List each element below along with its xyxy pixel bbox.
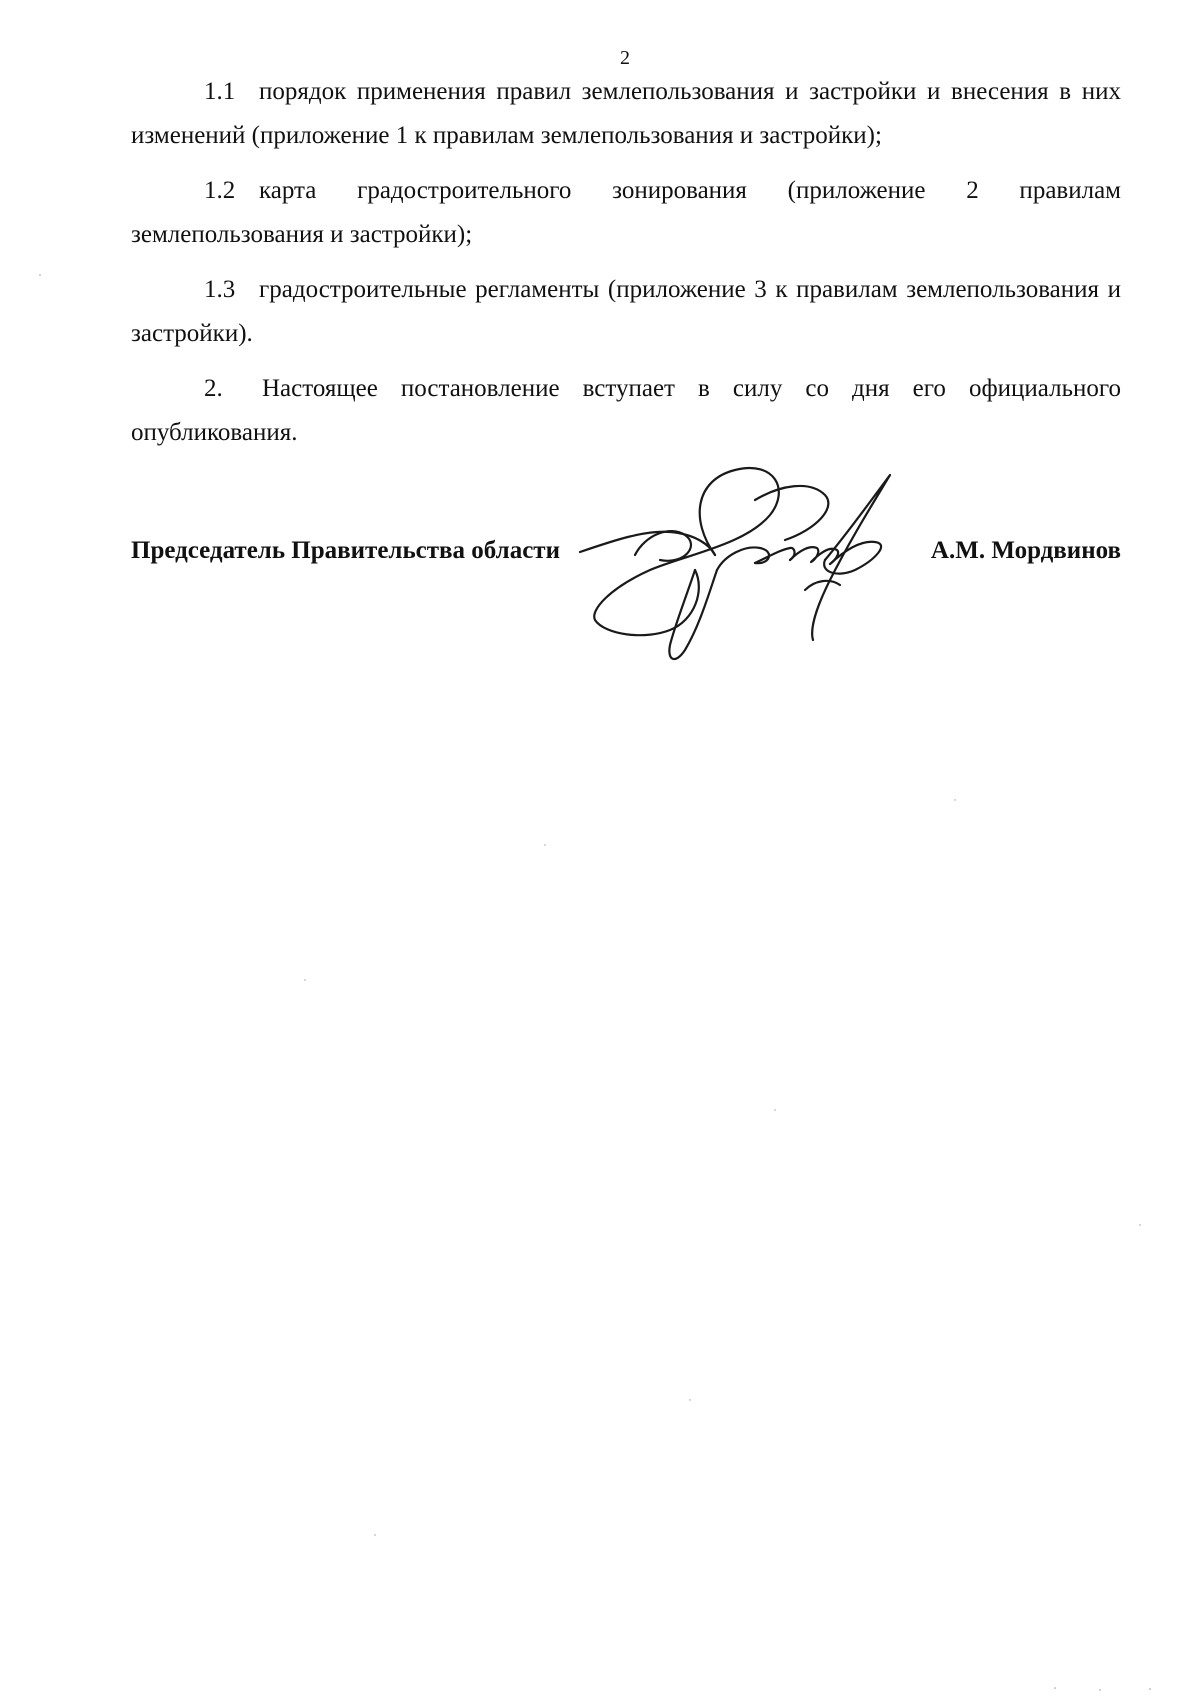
paragraph-text: градостроительные регламенты (приложение 3 к правилам землепользования и застройки). bbox=[131, 276, 1121, 347]
paragraph-text: карта градостроительного зонирования (приложение 2 правилам землепользования и застройки); bbox=[131, 177, 1121, 248]
page-number: 2 bbox=[620, 47, 630, 69]
paragraph-number: 1.3 bbox=[204, 276, 236, 303]
paragraph-number: 1.1 bbox=[204, 78, 236, 105]
paragraph-text: порядок применения правил землепользования и застройки и внесения в них изменений (приложение 1 к правилам землепользования и застройки); bbox=[131, 78, 1121, 149]
signatory-name: А.М. Мордвинов bbox=[930, 537, 1121, 564]
paragraph-number: 1.2 bbox=[204, 177, 236, 204]
paragraph-number: 2. bbox=[204, 375, 223, 402]
paragraph-text: Настоящее постановление вступает в силу со дня его официального опубликования. bbox=[131, 375, 1121, 446]
signatory-title: Председатель Правительства области bbox=[131, 537, 560, 564]
